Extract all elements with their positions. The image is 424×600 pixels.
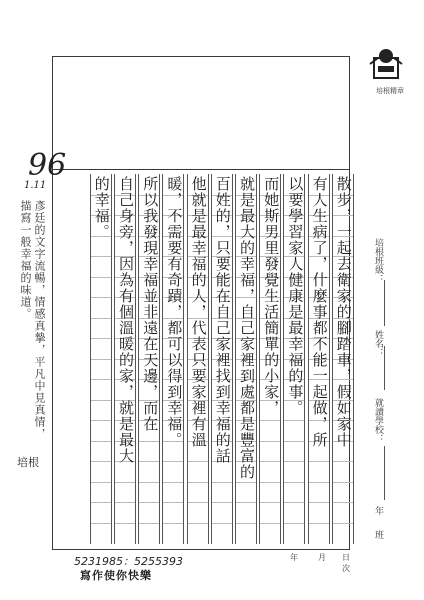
footer-slogan: 寫作使你快樂: [80, 569, 152, 582]
essay-column: [259, 174, 281, 544]
essay-column-text: 他就是最幸福的人，代表只要家裡有溫: [189, 176, 208, 448]
essay-column-text: 所以我發現幸福並非遠在天邊，而在: [141, 176, 160, 432]
essay-column: [114, 174, 136, 544]
essay-column: [138, 174, 160, 544]
essay-column: [235, 174, 257, 544]
essay-column-text: 散步，一起去衛家的腳踏車，假如家中: [334, 176, 353, 448]
teacher-comment: 彥廷的文字流暢，情感真摯，平凡中見真情，描寫一般幸福的味道。: [19, 200, 46, 440]
score: 96: [28, 148, 67, 183]
essay-column: [90, 174, 112, 544]
essay-column: [187, 174, 209, 544]
student-name-line: [384, 346, 385, 390]
school-line: [384, 446, 385, 500]
class-name-line: [384, 280, 385, 326]
peigen-logo-icon: [366, 44, 406, 84]
school-label: 就讀學校：: [373, 398, 383, 443]
score-note: 1.11: [24, 180, 47, 191]
student-name-label: 姓名：: [373, 330, 383, 357]
grade-label: 年: [373, 506, 383, 515]
class-label: 班: [373, 530, 383, 539]
date-year: 年: [290, 553, 298, 562]
essay-column-text: 以要學習家人健康是最幸福的事。: [286, 176, 305, 416]
essay-column-text: 暖，不需要有奇蹟，都可以得到幸福。: [165, 176, 184, 448]
drawing-box: [52, 56, 350, 170]
essay-column-text: 百姓的，只要能在自己家裡找到幸福的話: [213, 176, 232, 464]
footer-code: 5231985：5255393: [74, 555, 183, 568]
logo-caption: 培根精章: [376, 87, 404, 95]
essay-column: [211, 174, 233, 544]
essay-grid: [86, 174, 354, 544]
essay-column: [162, 174, 184, 544]
date-times: 次: [342, 564, 350, 573]
essay-column-text: 就是最大的幸福，自己家裡到處都是豐富的: [238, 176, 256, 480]
essay-column-text: 有人生病了，什麼事都不能一起做，所: [310, 176, 329, 448]
essay-column-text: 自己身旁，因為有個溫暖的家，就是最大: [117, 176, 135, 464]
teacher-signature: 培根: [17, 456, 39, 469]
essay-column: [332, 174, 354, 544]
essay-column: [283, 174, 305, 544]
date-month: 月: [318, 553, 326, 562]
essay-column-text: 的幸福。: [92, 176, 111, 240]
date-day: 日: [342, 553, 350, 562]
essay-column-text: 而她斯男里發覺生活簡單的小家，: [262, 176, 281, 416]
essay-column: [308, 174, 330, 544]
class-name-label: 培根班級：: [373, 238, 383, 283]
